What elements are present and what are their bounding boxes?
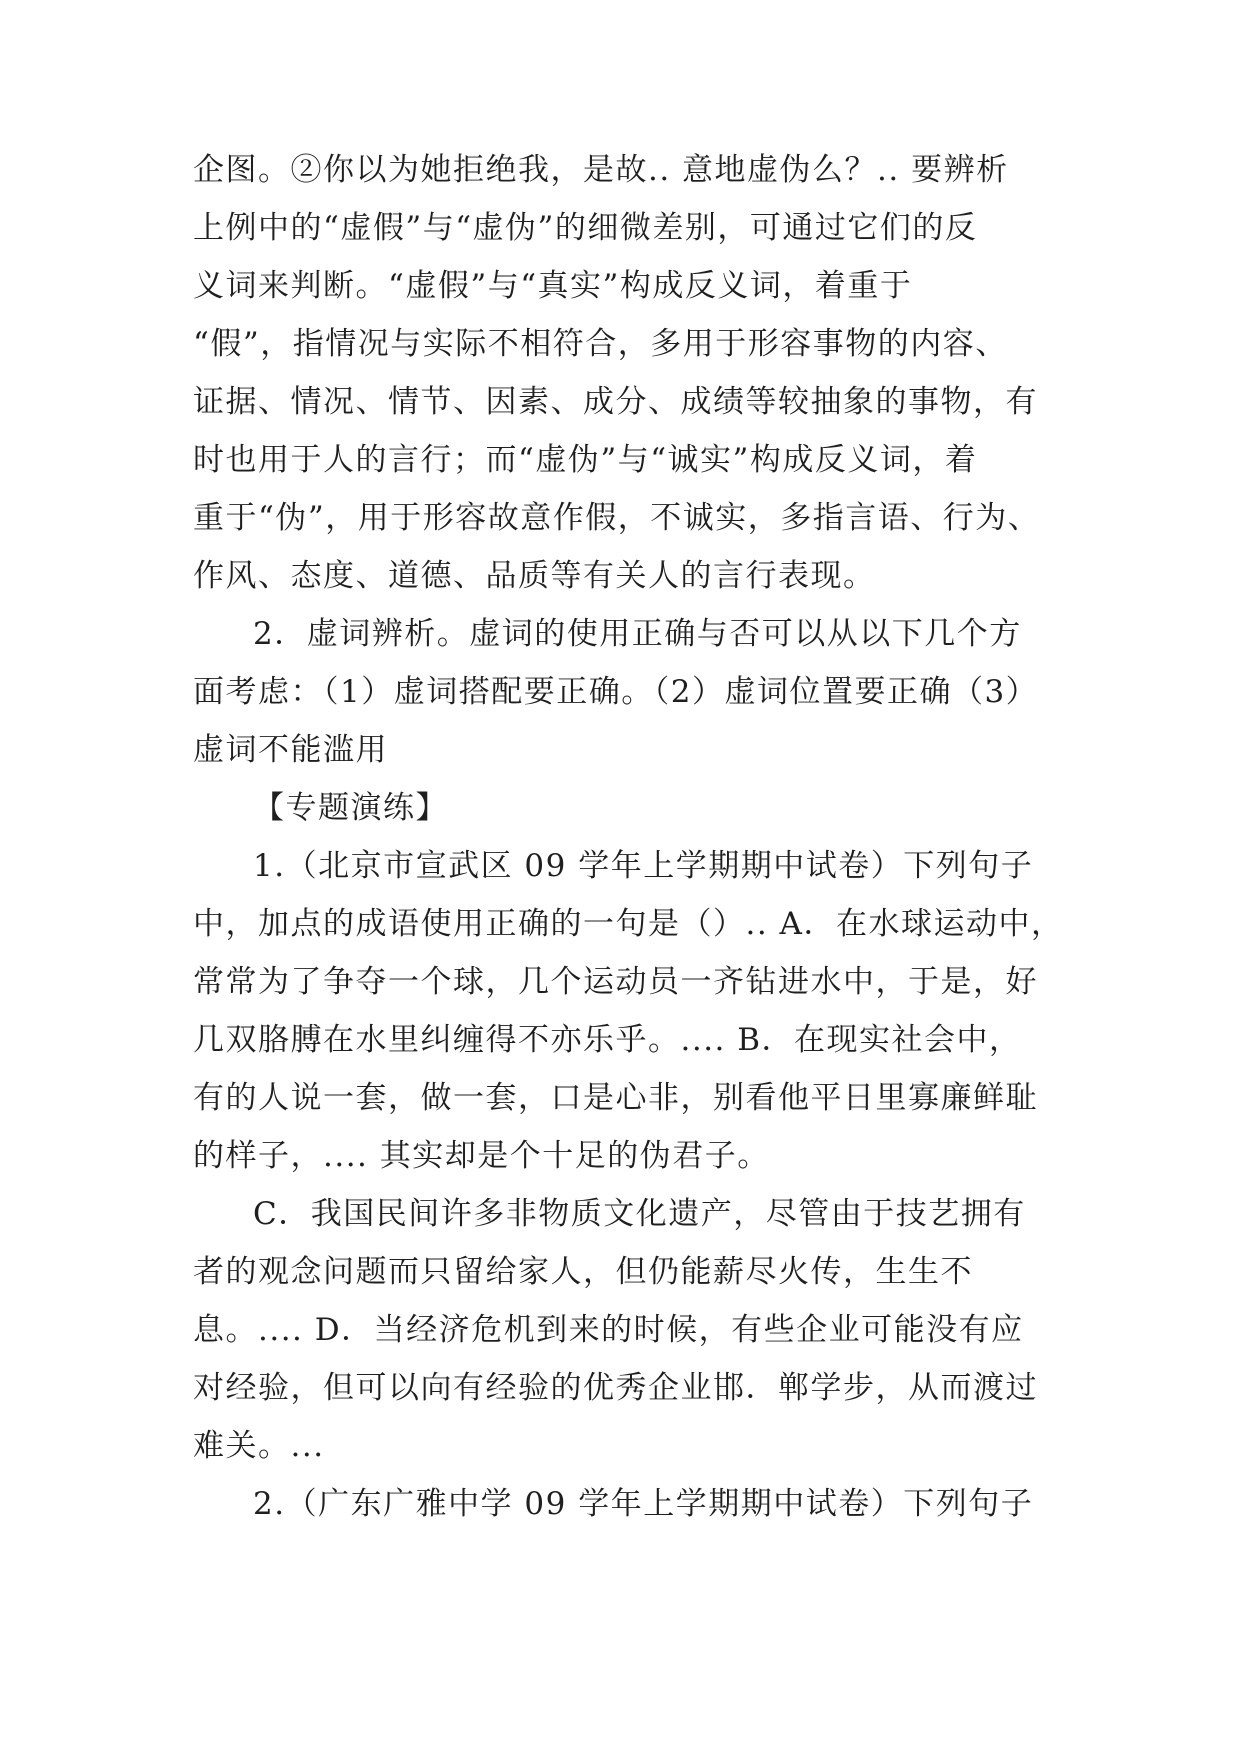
text-line: 上例中的“虚假”与“虚伪”的细微差别，可通过它们的反 xyxy=(193,210,978,246)
text-line: 重于“伪”，用于形容故意作假，不诚实，多指言语、行为、 xyxy=(193,500,1041,536)
text-line: 1.（北京市宣武区 09 学年上学期期中试卷）下列句子 xyxy=(253,848,1034,884)
text-line: 义词来判断。“虚假”与“真实”构成反义词，着重于 xyxy=(193,268,913,304)
text-line: 者的观念问题而只留给家人，但仍能薪尽火传，生生不 xyxy=(193,1254,973,1290)
text-line: 的样子，.... 其实却是个十足的伪君子。 xyxy=(193,1138,770,1174)
text-line: “假”，指情况与实际不相符合，多用于形容事物的内容、 xyxy=(193,326,1008,362)
text-line: 常常为了争夺一个球，几个运动员一齐钻进水中，于是，好 xyxy=(193,964,1038,1000)
text-line: 时也用于人的言行；而“虚伪”与“诚实”构成反义词，着 xyxy=(193,442,978,478)
text-line: 面考虑：（1）虚词搭配要正确。（2）虚词位置要正确（3） xyxy=(193,674,1039,710)
text-line: 难关。... xyxy=(193,1428,325,1464)
text-line: 企图。②你以为她拒绝我，是故.. 意地虚伪么？.. 要辨析 xyxy=(193,152,1009,188)
text-line: 作风、态度、道德、品质等有关人的言行表现。 xyxy=(193,558,876,594)
text-line: 几双胳膊在水里纠缠得不亦乐乎。.... B．在现实社会中， xyxy=(193,1022,1022,1058)
text-line: 2.（广东广雅中学 09 学年上学期期中试卷）下列句子 xyxy=(253,1486,1034,1522)
text-line: 虚词不能滥用 xyxy=(193,732,388,768)
text-line: 中，加点的成语使用正确的一句是（）.. A．在水球运动中， xyxy=(193,906,1064,942)
text-line: 2．虚词辨析。虚词的使用正确与否可以从以下几个方 xyxy=(253,616,1022,652)
text-line: C．我国民间许多非物质文化遗产，尽管由于技艺拥有 xyxy=(253,1196,1026,1232)
text-line: 证据、情况、情节、因素、成分、成绩等较抽象的事物，有 xyxy=(193,384,1038,420)
section-heading: 【专题演练】 xyxy=(253,790,448,826)
text-line: 对经验，但可以向有经验的优秀企业邯．郸学步，从而渡过 xyxy=(193,1370,1038,1406)
text-line: 息。.... D．当经济危机到来的时候，有些企业可能没有应 xyxy=(193,1312,1024,1348)
text-line: 有的人说一套，做一套，口是心非，别看他平日里寡廉鲜耻 xyxy=(193,1080,1038,1116)
